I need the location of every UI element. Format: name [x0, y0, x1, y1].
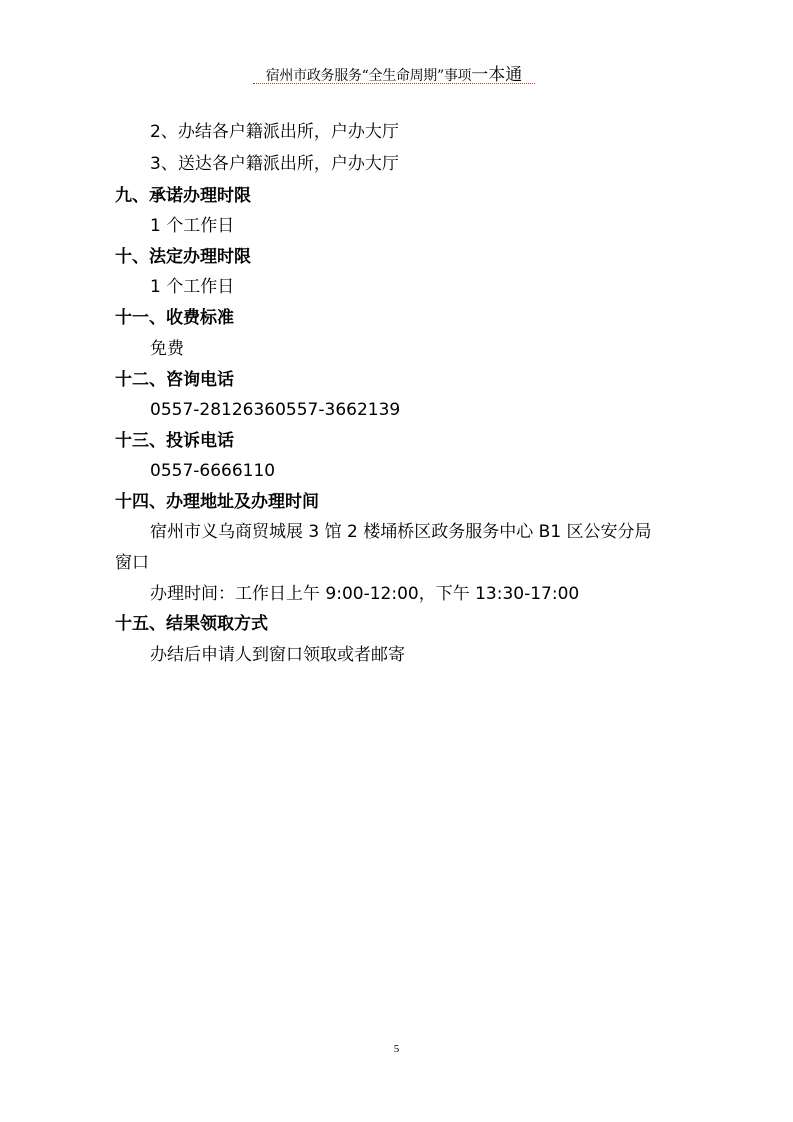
- line: 3、送达各户籍派出所，户办大厅: [150, 154, 399, 174]
- line: 窗口: [115, 553, 149, 573]
- line: 1 个工作日: [150, 277, 235, 297]
- line: 1 个工作日: [150, 216, 235, 236]
- page-number: 5: [393, 1043, 400, 1055]
- section-heading: 十五、结果领取方式: [115, 614, 268, 634]
- header-title: 宿州市政务服务“全生命周期”事项: [265, 68, 472, 84]
- section-heading: 九、承诺办理时限: [115, 186, 251, 206]
- line: 办理时间：工作日上午 9:00-12:00，下午 13:30-17:00: [150, 584, 580, 604]
- line: 0557-6666110: [150, 461, 276, 481]
- line: 办结后申请人到窗口领取或者邮寄: [150, 645, 405, 665]
- line: 宿州市义乌商贸城展 3 馆 2 楼埇桥区政务服务中心 B1 区公安分局: [150, 522, 652, 542]
- header-underline: [253, 83, 535, 84]
- line: 免费: [150, 339, 184, 359]
- header-title-suffix: 一本通: [471, 65, 523, 85]
- running-header: [253, 60, 535, 85]
- section-heading: 十二、咨询电话: [115, 370, 234, 390]
- section-heading: 十一、收费标准: [115, 308, 234, 328]
- section-heading: 十三、投诉电话: [115, 431, 234, 451]
- section-heading: 十四、办理地址及办理时间: [115, 492, 319, 512]
- line: 2、办结各户籍派出所，户办大厅: [150, 122, 399, 142]
- section-heading: 十、法定办理时限: [115, 247, 251, 267]
- line: 0557-28126360557-3662139: [150, 400, 401, 420]
